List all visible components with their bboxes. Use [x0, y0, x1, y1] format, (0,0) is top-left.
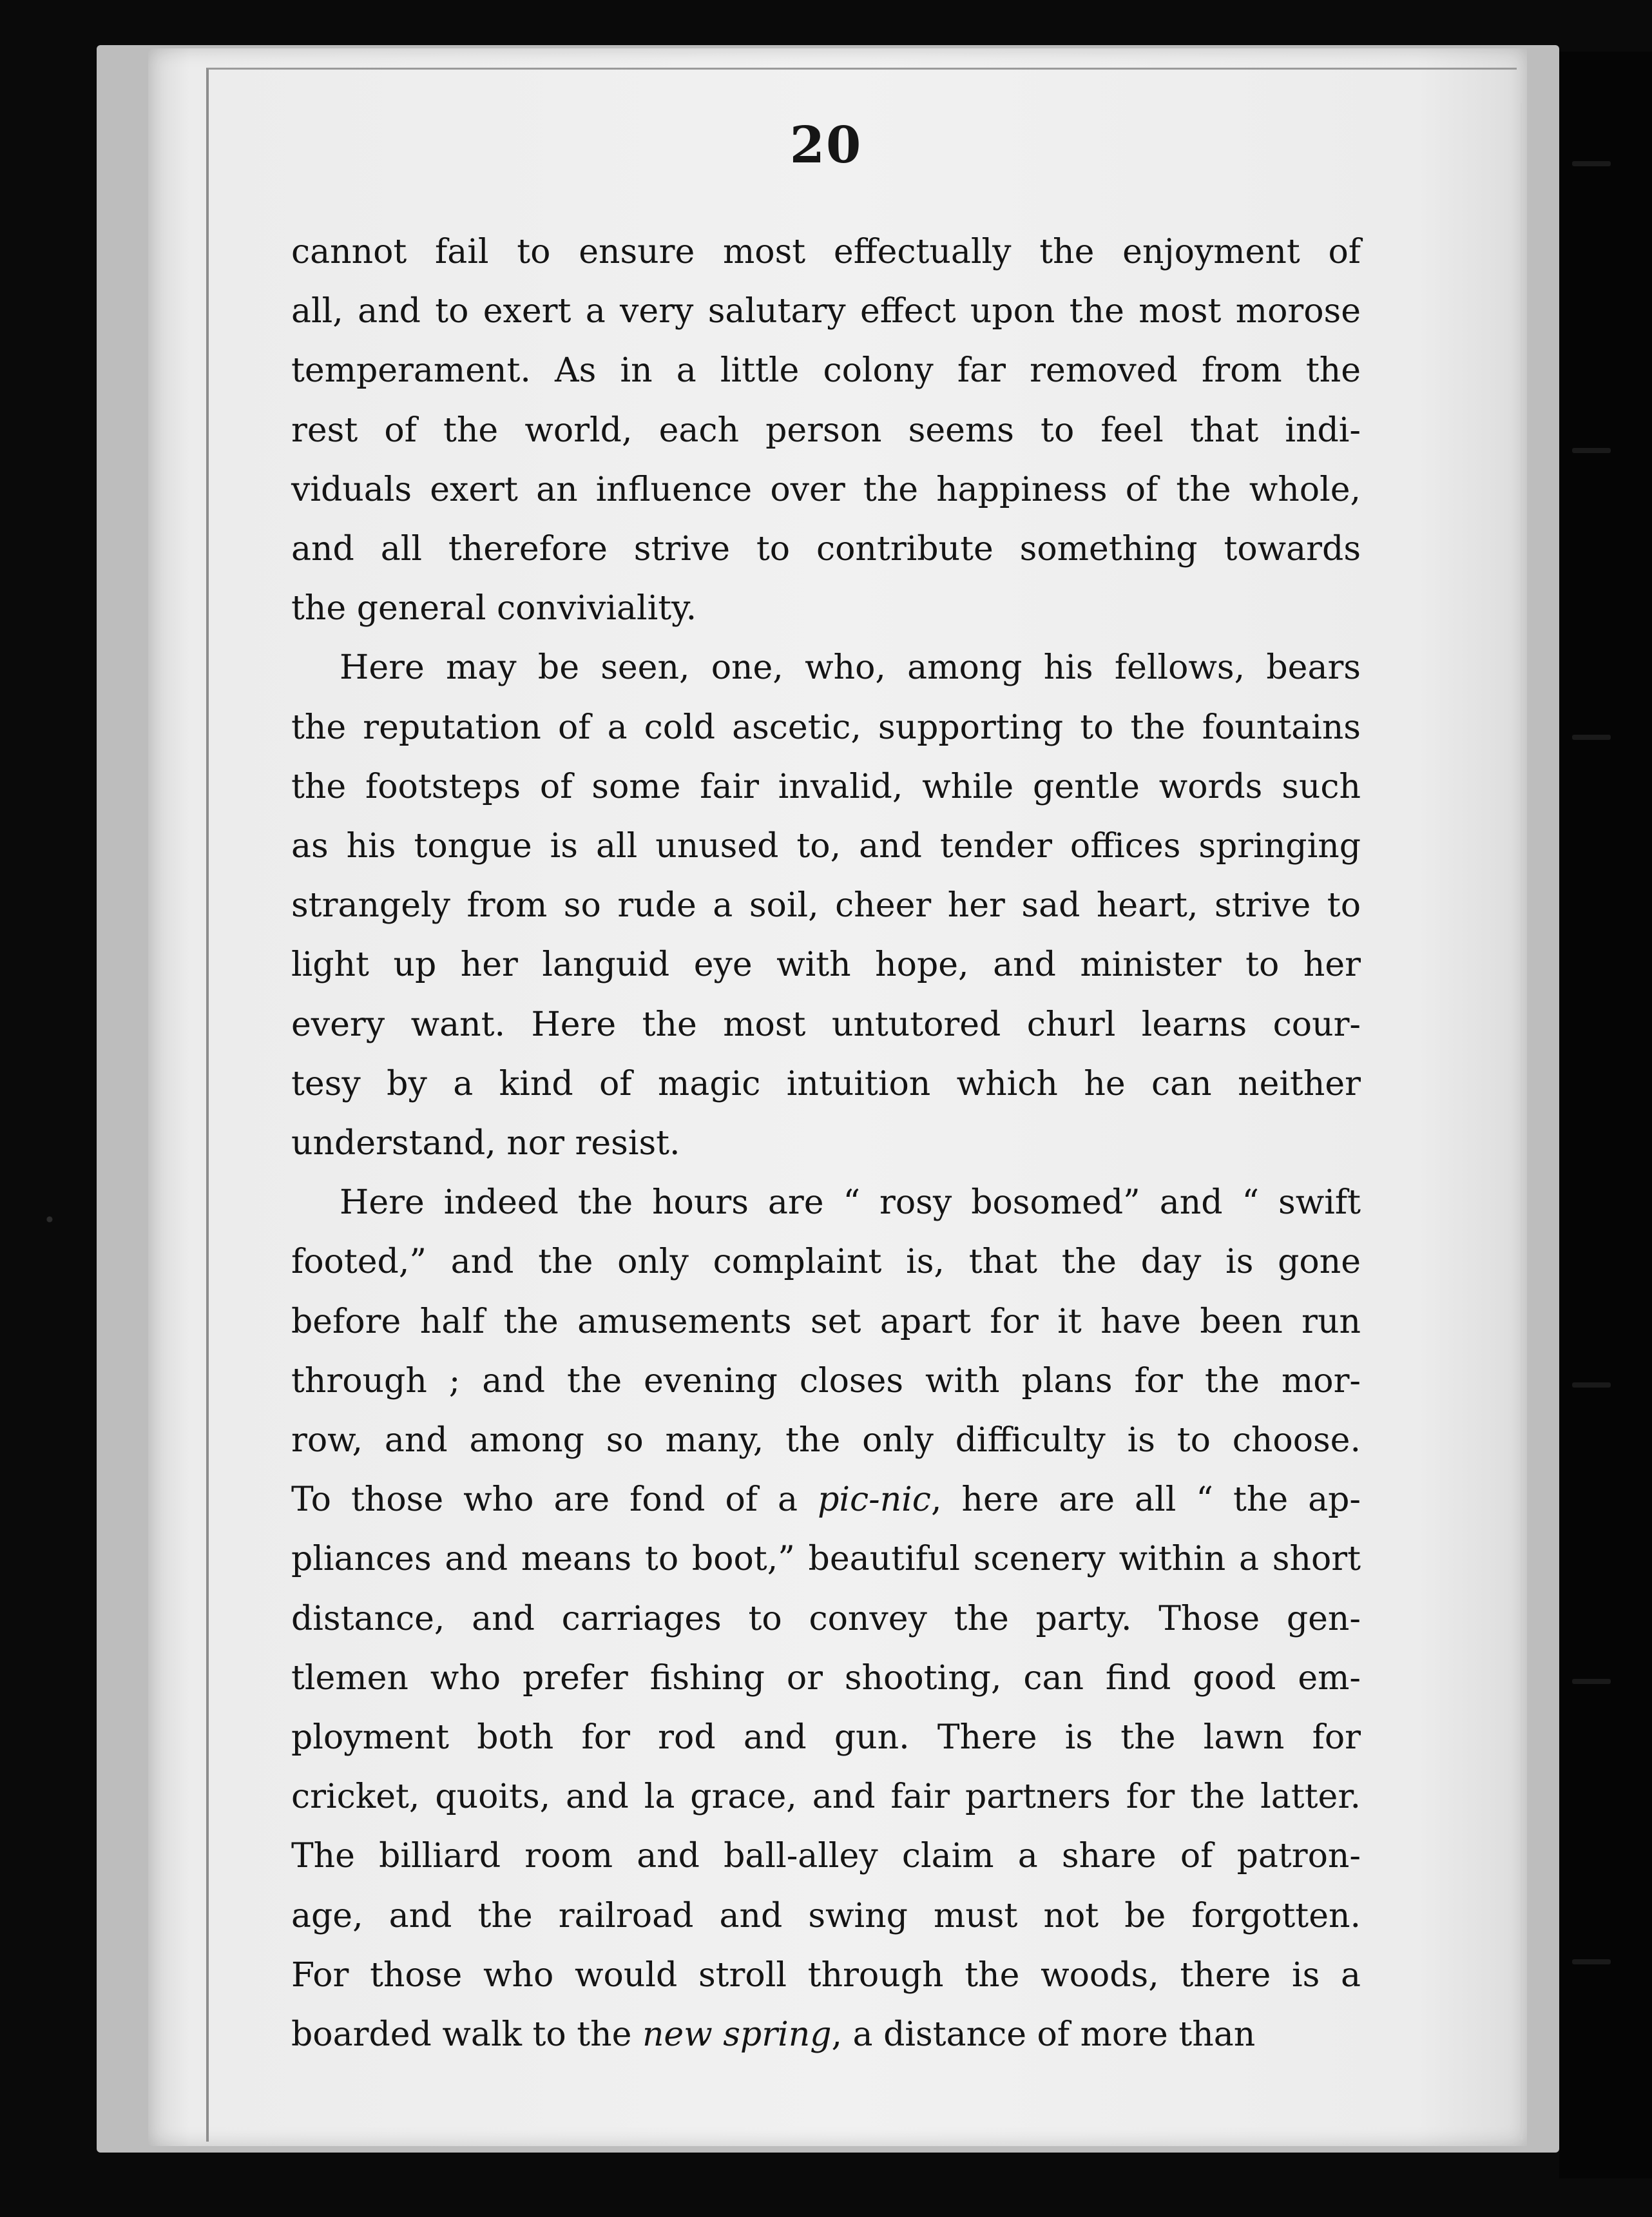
page-number: 20 [789, 116, 863, 175]
binding-stitch-mark [1572, 448, 1611, 453]
text-line: To those who are fond of a pic-nic, here are all “ the ap- [291, 1480, 1361, 1520]
text-line: understand, nor resist. [291, 1124, 680, 1163]
text-line: tlemen who prefer fishing or shooting, can find good em- [291, 1658, 1361, 1698]
text-line: Here indeed the hours are “ rosy bosomed” and “ swift [340, 1183, 1361, 1223]
text-line: the footsteps of some fair invalid, while gentle words such [291, 767, 1361, 806]
text-line: pliances and means to boot,” beautiful scenery within a short [291, 1540, 1361, 1579]
text-line: boarded walk to the new spring, a distance of more than [291, 2015, 1256, 2055]
text-line: distance, and carriages to convey the party. Those gen- [291, 1599, 1361, 1638]
binding-stitch-mark [1572, 1959, 1611, 1964]
text-line: viduals exert an influence over the happiness of the whole, [291, 470, 1361, 509]
italic-phrase: new spring [642, 2015, 832, 2055]
text-line: tesy by a kind of magic intuition which he can neither [291, 1064, 1361, 1103]
text-line: footed,” and the only complaint is, that the day is gone [291, 1243, 1361, 1282]
text-line: the general conviviality. [291, 589, 697, 628]
text-line: cricket, quoits, and la grace, and fair partners for the latter. [291, 1777, 1361, 1817]
text-line: age, and the railroad and swing must not be forgotten. [291, 1896, 1361, 1935]
text-line: temperament. As in a little colony far removed from the [291, 351, 1361, 391]
text-line: all, and to exert a very salutary effect upon the most morose [291, 292, 1361, 331]
text-line: and all therefore strive to contribute something towards [291, 530, 1361, 569]
binding-stitch-mark [1572, 735, 1611, 740]
text-line: Here may be seen, one, who, among his fellows, bears [340, 648, 1361, 688]
text-line: row, and among so many, the only difficulty is to choose. [291, 1421, 1361, 1460]
text-line: every want. Here the most untutored churl learns cour- [291, 1005, 1361, 1044]
gutter-line [1521, 103, 1522, 2140]
text-line: as his tongue is all unused to, and tender offices springing [291, 827, 1361, 866]
text-line: The billiard room and ball-alley claim a share of patron- [291, 1837, 1361, 1876]
text-line: before half the amusements set apart for it have been run [291, 1302, 1361, 1341]
body-text [291, 222, 1361, 2064]
text-line: cannot fail to ensure most effectually the enjoyment of [291, 233, 1361, 271]
text-line: the reputation of a cold ascetic, supporting to the fountains [291, 708, 1361, 747]
italic-phrase: pic-nic [818, 1480, 931, 1520]
paragraph [291, 222, 1361, 638]
text-line: through ; and the evening closes with plans for the mor- [291, 1361, 1361, 1400]
binding-stitch-mark [1572, 1382, 1611, 1388]
book-binding [1559, 52, 1652, 2178]
paragraph [291, 638, 1361, 1173]
text-line: strangely from so rude a soil, cheer her sad heart, strive to [291, 886, 1361, 925]
text-line: For those who would stroll through the woods, there is a [291, 1955, 1361, 1995]
text-line: rest of the world, each person seems to feel that indi- [291, 411, 1361, 450]
binding-stitch-mark [1572, 1679, 1611, 1684]
text-line: ployment both for rod and gun. There is the lawn for [291, 1718, 1361, 1757]
paragraph [291, 1173, 1361, 2064]
text-line: light up her languid eye with hope, and minister to her [291, 945, 1361, 985]
